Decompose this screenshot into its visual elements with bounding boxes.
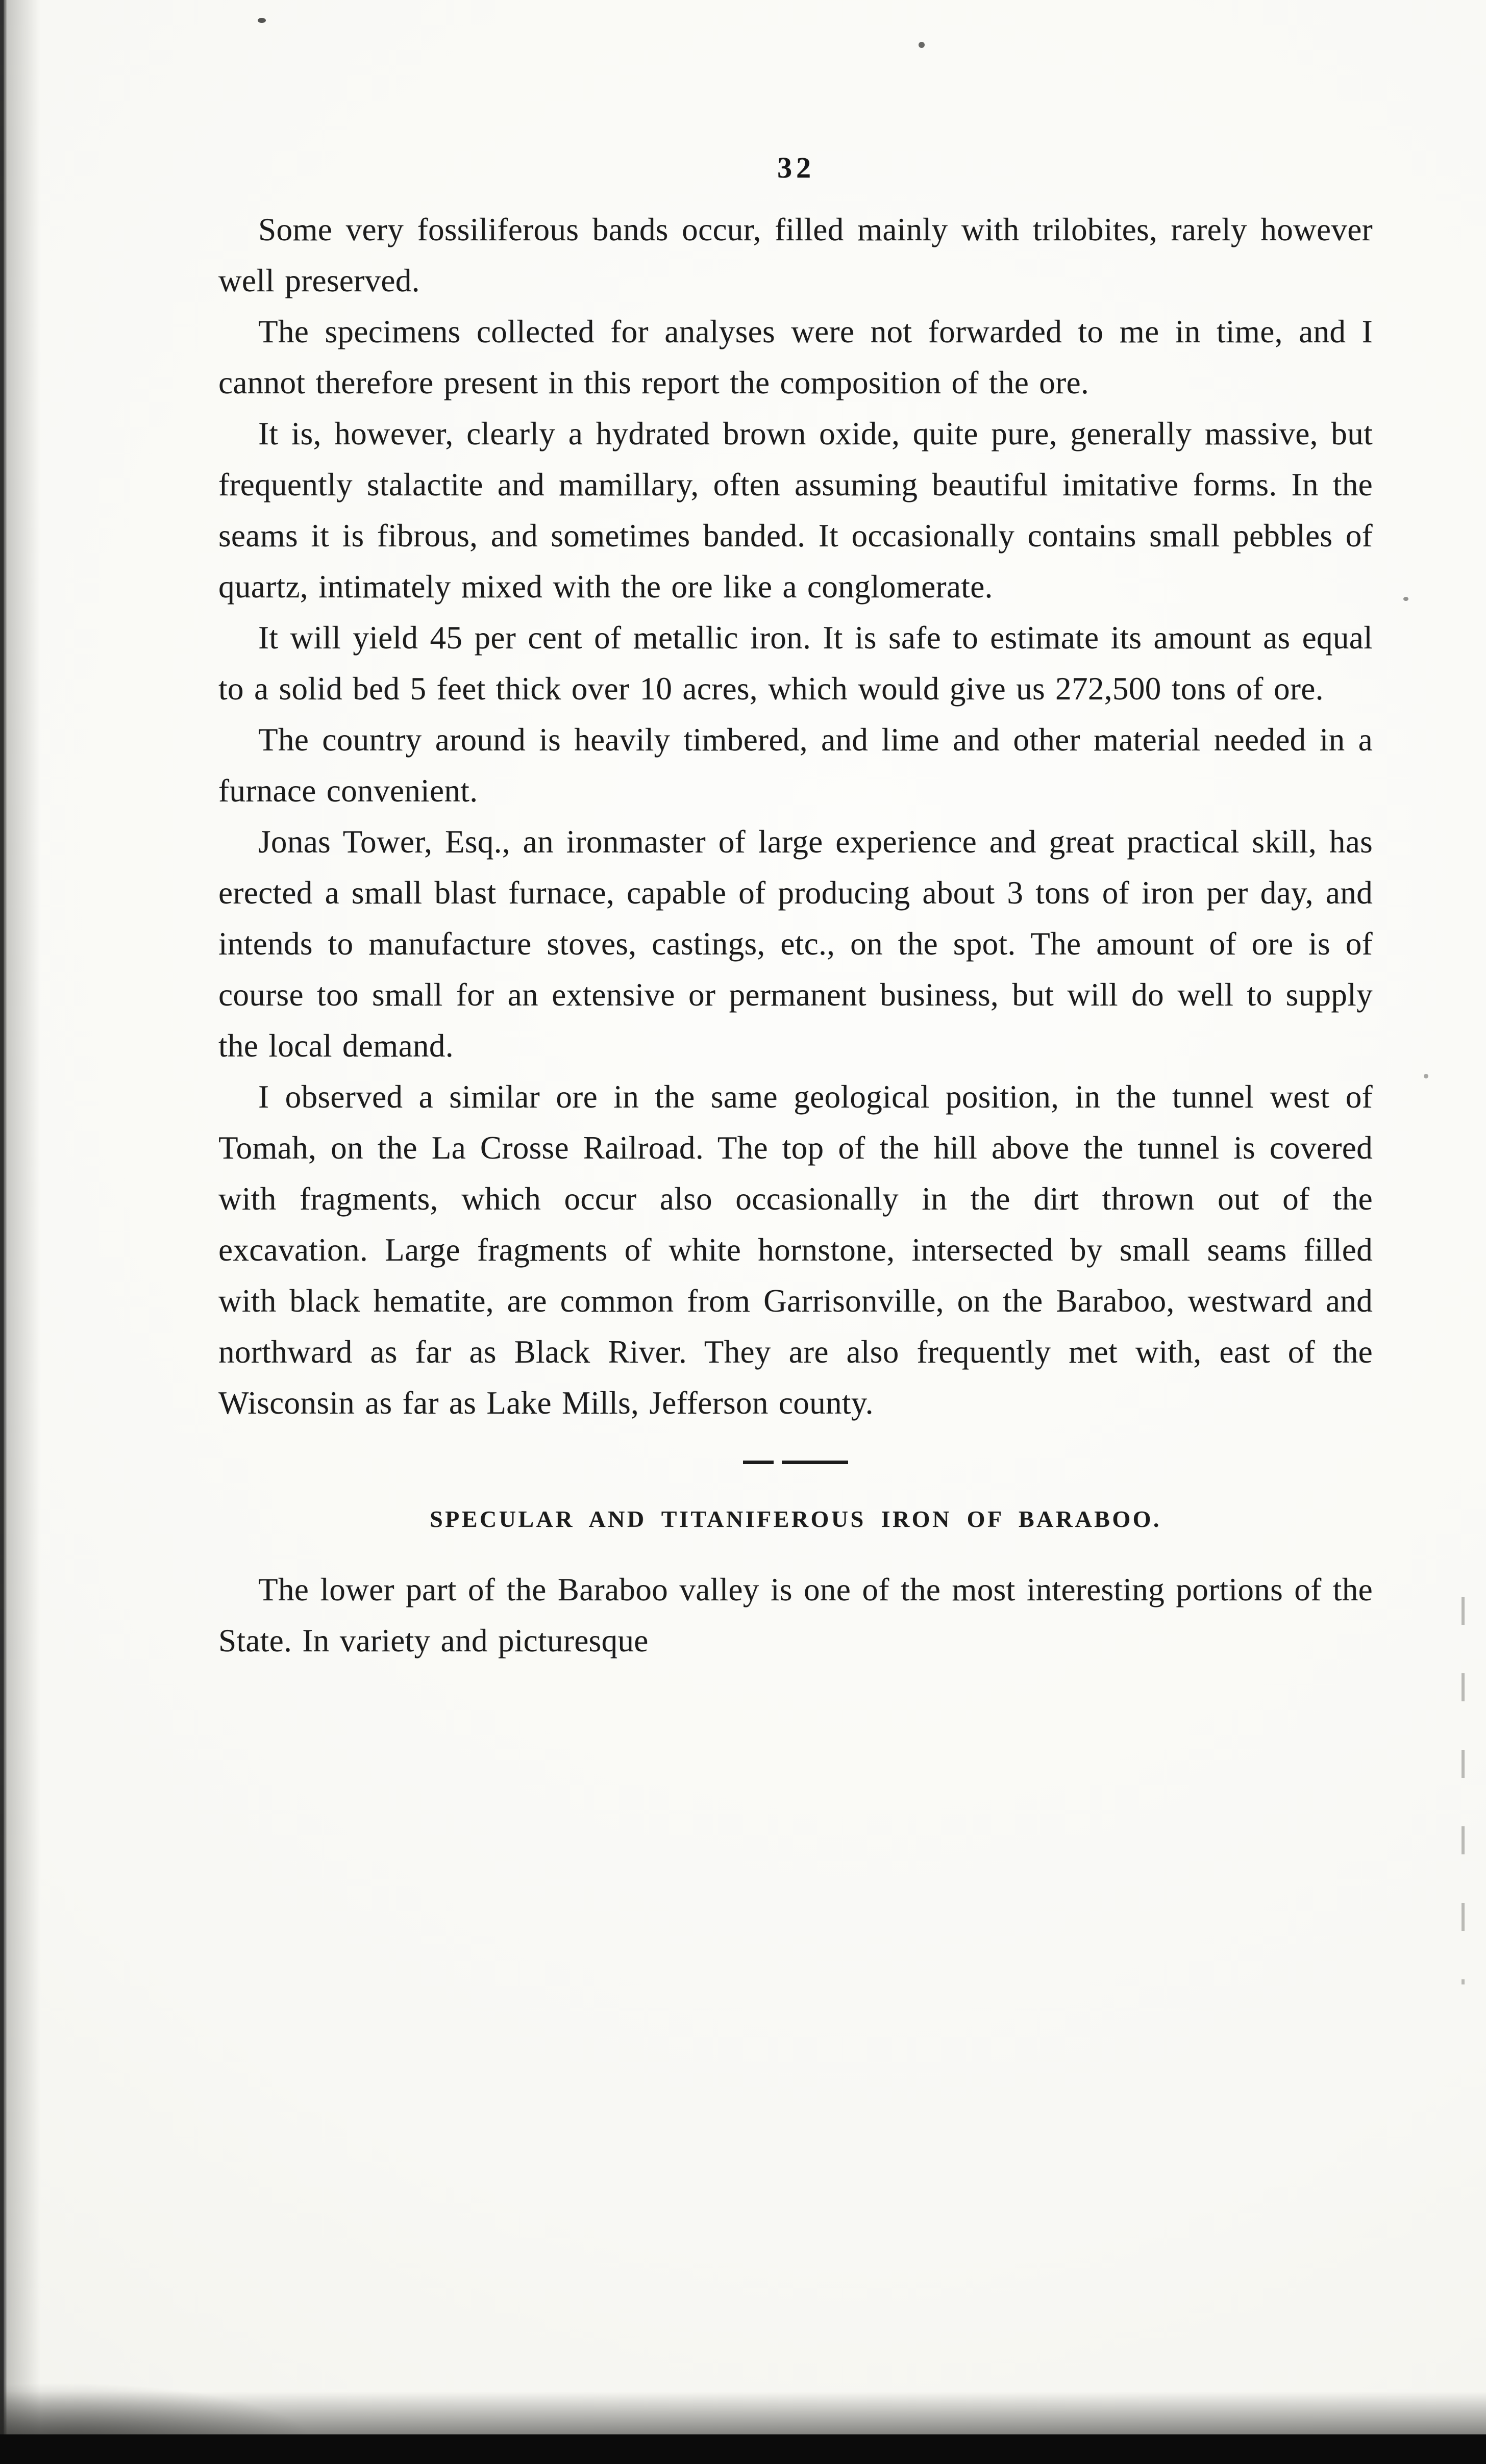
divider-dash — [743, 1461, 774, 1464]
scan-edge-left-shadow — [5, 0, 41, 2464]
paragraph-5: The country around is heavily timbered, and lime and other material needed in a furnace convenient. — [218, 722, 1373, 809]
scan-marks-right — [1462, 1597, 1465, 1984]
paragraph-7: I observed a similar ore in the same geological position, in the tunnel west of Tomah, on the La Crosse Railroad. The top of the hill above the tunnel is covered with fragments, which occur also occasionally in the dirt thrown out of the excavation. Large fragments of white hornstone, intersected by small seams filled with black hematite, are common from Garrisonville, on the Baraboo, westward and northward as far as Black River. They are also frequently met with, east of the Wisconsin as far as Lake Mills, Jefferson county. — [218, 1079, 1373, 1421]
scan-speck — [1403, 597, 1408, 601]
page-body — [218, 204, 1373, 1666]
section-heading: SPECULAR AND TITANIFEROUS IRON OF BARABOO. — [430, 1506, 1161, 1532]
scan-edge-bottom — [0, 2434, 1486, 2464]
paragraph-4: It will yield 45 per cent of metallic iron. It is safe to estimate its amount as equal to a solid bed 5 feet thick over 10 acres, which would give us 272,500 tons of ore. — [218, 620, 1373, 707]
paragraph-2: The specimens collected for analyses were not forwarded to me in time, and I cannot therefore present in this report the composition of the ore. — [218, 314, 1373, 400]
scan-speck — [919, 42, 925, 48]
divider-dash — [782, 1461, 848, 1464]
page-number: 32 — [777, 151, 815, 184]
paragraph-1: Some very fossiliferous bands occur, filled mainly with trilobites, rarely however well preserved. — [218, 212, 1373, 298]
scan-speck — [1424, 1074, 1428, 1078]
paragraph-6: Jonas Tower, Esq., an ironmaster of large experience and great practical skill, has erected a small blast furnace, capable of producing about 3 tons of iron per day, and intends to manufacture stoves, castings, etc., on the spot. The amount of ore is of course too small for an extensive or permanent business, but will do well to supply the local demand. — [218, 824, 1373, 1064]
section-divider — [737, 1460, 854, 1464]
closing-paragraph: The lower part of the Baraboo valley is one of the most interesting portions of the State. In variety and picturesque — [218, 1572, 1373, 1658]
paragraph-3: It is, however, clearly a hydrated brown oxide, quite pure, generally massive, but frequently stalactite and mamillary, often assuming beautiful imitative forms. In the seams it is fibrous, and sometimes banded. It occasionally contains small pebbles of quartz, intimately mixed with the ore like a conglomerate. — [218, 416, 1373, 605]
scan-speck — [258, 18, 266, 23]
